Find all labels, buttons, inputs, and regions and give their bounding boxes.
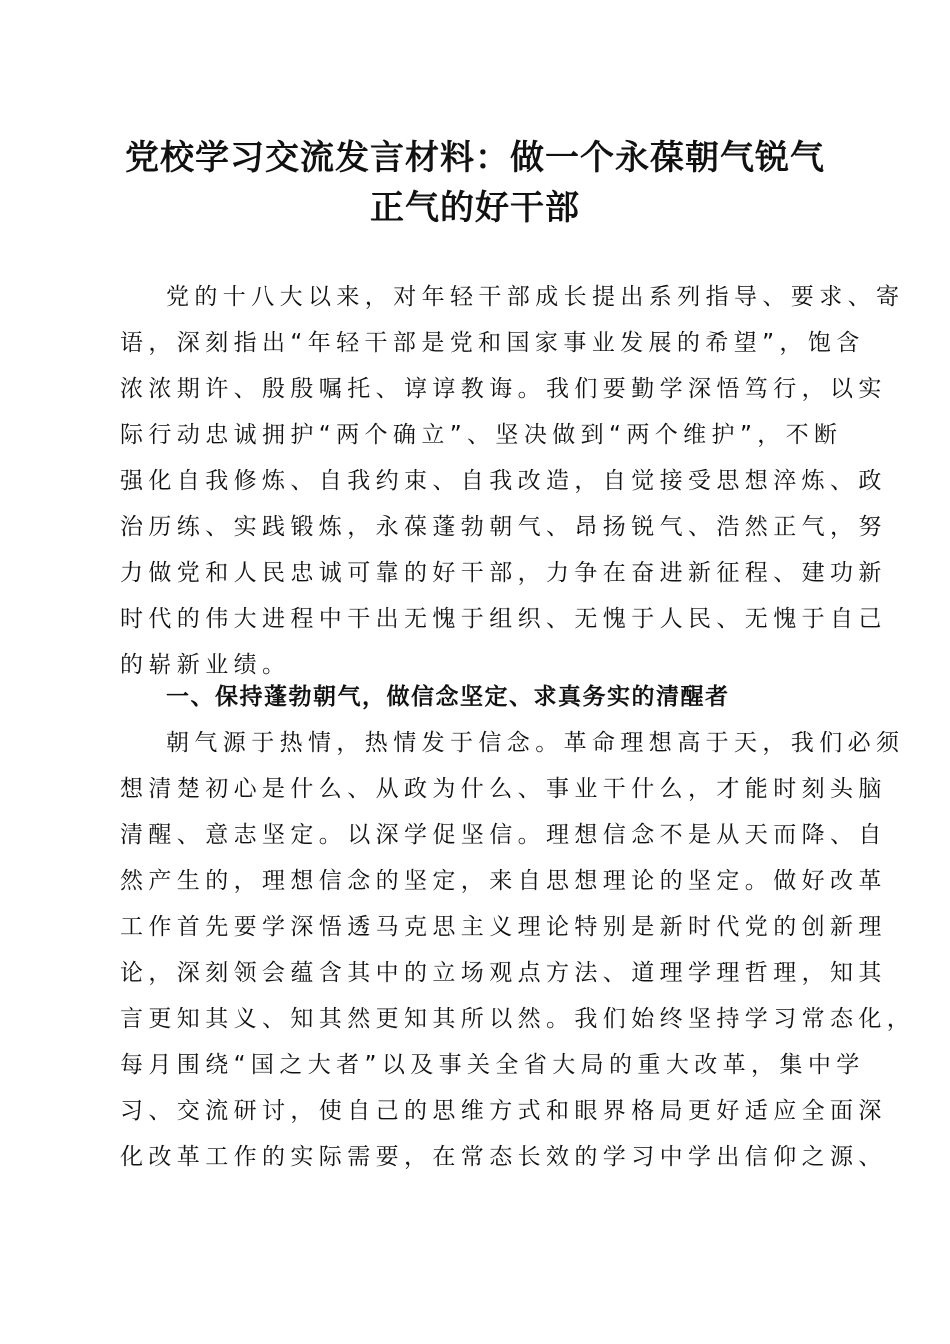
text-line: 党的十八大以来，对年轻干部成长提出系列指导、要求、寄	[166, 284, 905, 310]
text-line: 清醒、意志坚定。以深学促坚信。理想信念不是从天而降、自	[120, 822, 887, 848]
text-line: 强化自我修炼、自我约束、自我改造，自觉接受思想淬炼、政	[120, 468, 887, 494]
text-line: 习、交流研讨，使自己的思维方式和眼界格局更好适应全面深	[120, 1098, 887, 1124]
text-line: 时代的伟大进程中干出无愧于组织、无愧于人民、无愧于自己	[120, 606, 887, 632]
text-line: 化改革工作的实际需要，在常态长效的学习中学出信仰之源、	[120, 1144, 887, 1170]
text-line: 朝气源于热情，热情发于信念。革命理想高于天，我们必须	[166, 730, 905, 756]
text-line: 想清楚初心是什么、从政为什么、事业干什么，才能时刻头脑	[120, 776, 887, 802]
title-line-2: 正气的好干部	[370, 188, 580, 228]
text-line: 论，深刻领会蕴含其中的立场观点方法、道理学理哲理，知其	[120, 960, 887, 986]
text-line: 际行动忠诚拥护“两个确立”、坚决做到“两个维护”，不断	[120, 422, 843, 448]
text-line: 治历练、实践锻炼，永葆蓬勃朝气、昂扬锐气、浩然正气，努	[120, 514, 887, 540]
section-heading-1: 一、保持蓬勃朝气，做信念坚定、求真务实的清醒者	[166, 684, 730, 710]
text-line: 言更知其义、知其然更知其所以然。我们始终坚持学习常态化，	[120, 1006, 916, 1032]
paragraph-intro	[120, 274, 905, 688]
text-line: 语，深刻指出“年轻干部是党和国家事业发展的希望”，饱含	[120, 330, 865, 356]
text-line: 工作首先要学深悟透马克思主义理论特别是新时代党的创新理	[120, 914, 887, 940]
text-line: 然产生的，理想信念的坚定，来自思想理论的坚定。做好改革	[120, 868, 887, 894]
paragraph-section-1	[120, 720, 916, 1180]
text-line: 的崭新业绩。	[120, 652, 291, 678]
text-line: 每月围绕“国之大者”以及事关全省大局的重大改革，集中学	[120, 1052, 865, 1078]
text-line: 力做党和人民忠诚可靠的好干部，力争在奋进新征程、建功新	[120, 560, 887, 586]
title-line-1: 党校学习交流发言材料：做一个永葆朝气锐气	[125, 138, 825, 178]
text-line: 浓浓期许、殷殷嘱托、谆谆教诲。我们要勤学深悟笃行，以实	[120, 376, 887, 402]
